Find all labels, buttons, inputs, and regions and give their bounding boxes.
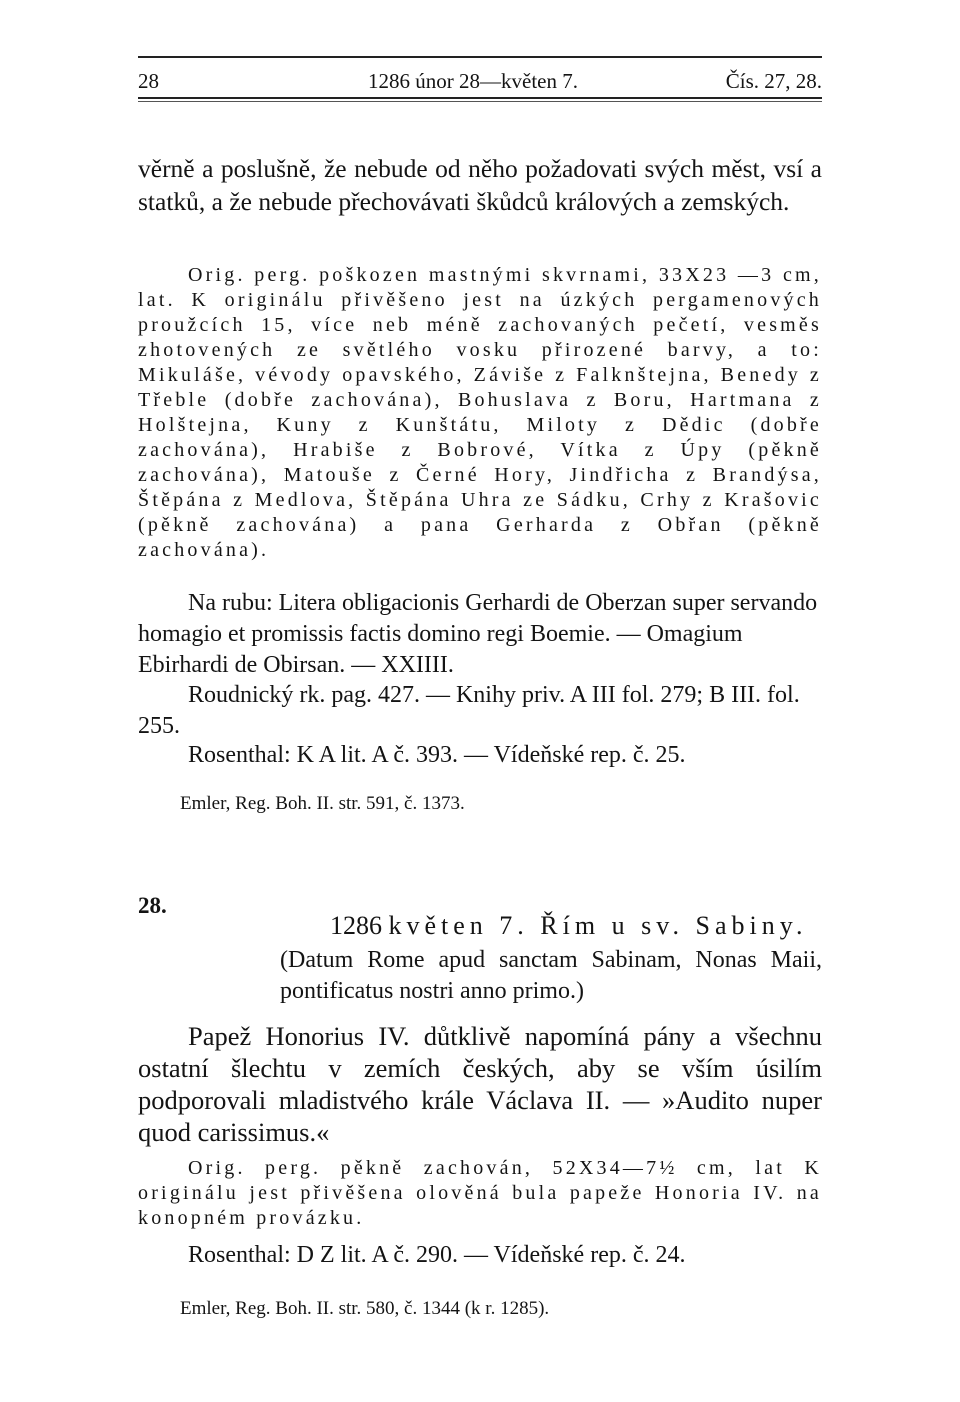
doc28-date-place: květen 7. Řím u sv. Sabiny. [388, 911, 808, 940]
header-rule-bottom [138, 97, 822, 99]
doc27-description: Orig. perg. poškozen mastnými skvrnami, 33X23 —3 cm, lat. K originálu přivěšeno jest na úzkých pergamenových proužcích 15, více neb méně zachovaných pečetí, vesměs zhotovených ze světlého vosku přirozené barvy, a to: Mikuláše, vévody opavského, Záviše z Falknštejna, Benedy z Třeble (dobře zachována), Bohuslava z Boru, Hartmana z Holštejna, Kuny z Kunštátu, Miloty z Dědic (dobře zachována), Hrabiše z Bobrové, Vítka z Úpy (pěkně zachována), Matouše z Černé Hory, Jindřicha z Brandýsa, Štěpána z Medlova, Štěpána Uhra ze Sádku, Crhy z Krašovic (pěkně zachována) a pana Gerharda z Obřan (pěkně zachována). [138, 264, 822, 561]
doc27-ref-rosenthal: Rosenthal: K A lit. A č. 393. — Vídeňské rep. č. 25. [188, 742, 686, 768]
doc28-summary: Papež Honorius IV. důtklivě napomíná pány a všechnu ostatní šlechtu v zemích českých, aby se vším úsilím podporovali mladistvého krále Václava II. — »Audito nuper quod carissimus.« [138, 1021, 822, 1147]
header-rule-bottom-thin [138, 101, 822, 102]
doc27-ref-roudnice: Roudnický rk. pag. 427. — Knihy priv. A III fol. 279; B III. fol. 255. [138, 682, 800, 739]
doc28-date-heading [330, 909, 822, 942]
doc27-ref-emler: Emler, Reg. Boh. II. str. 591, č. 1373. [180, 793, 465, 814]
doc28-number: 28. [138, 893, 167, 918]
running-header [138, 68, 822, 94]
doc27-closing-text: věrně a poslušně, že nebude od něho požadovati svých měst, vsí a statků, a že nebude přechovávati škůdců králových a zemských. [138, 154, 822, 216]
doc27-dorse-note: Na rubu: Litera obligacionis Gerhardi de Oberzan super servando homagio et promissis factis domino regi Boemie. — Omagium Ebirhardi de Obirsan. — XXIIII. [138, 590, 818, 678]
doc28-datum-clause: (Datum Rome apud sanctam Sabinam, Nonas Maii, pontificatus nostri anno primo.) [280, 947, 822, 1004]
header-date-range: 1286 únor 28—květen 7. [368, 69, 578, 93]
doc28-date-year: 1286 [330, 911, 382, 940]
header-rule-top [138, 56, 822, 58]
doc28-ref-rosenthal: Rosenthal: D Z lit. A č. 290. — Vídeňské rep. č. 24. [188, 1242, 686, 1268]
header-doc-numbers: Čís. 27, 28. [725, 69, 822, 93]
doc28-ref-emler: Emler, Reg. Boh. II. str. 580, č. 1344 (k r. 1285). [180, 1298, 550, 1319]
page-number: 28 [138, 69, 159, 93]
doc28-description: Orig. perg. pěkně zachován, 52X34—7½ cm, lat K originálu jest přivěšena olověná bula papeže Honoria IV. na konopném provázku. [138, 1157, 822, 1229]
